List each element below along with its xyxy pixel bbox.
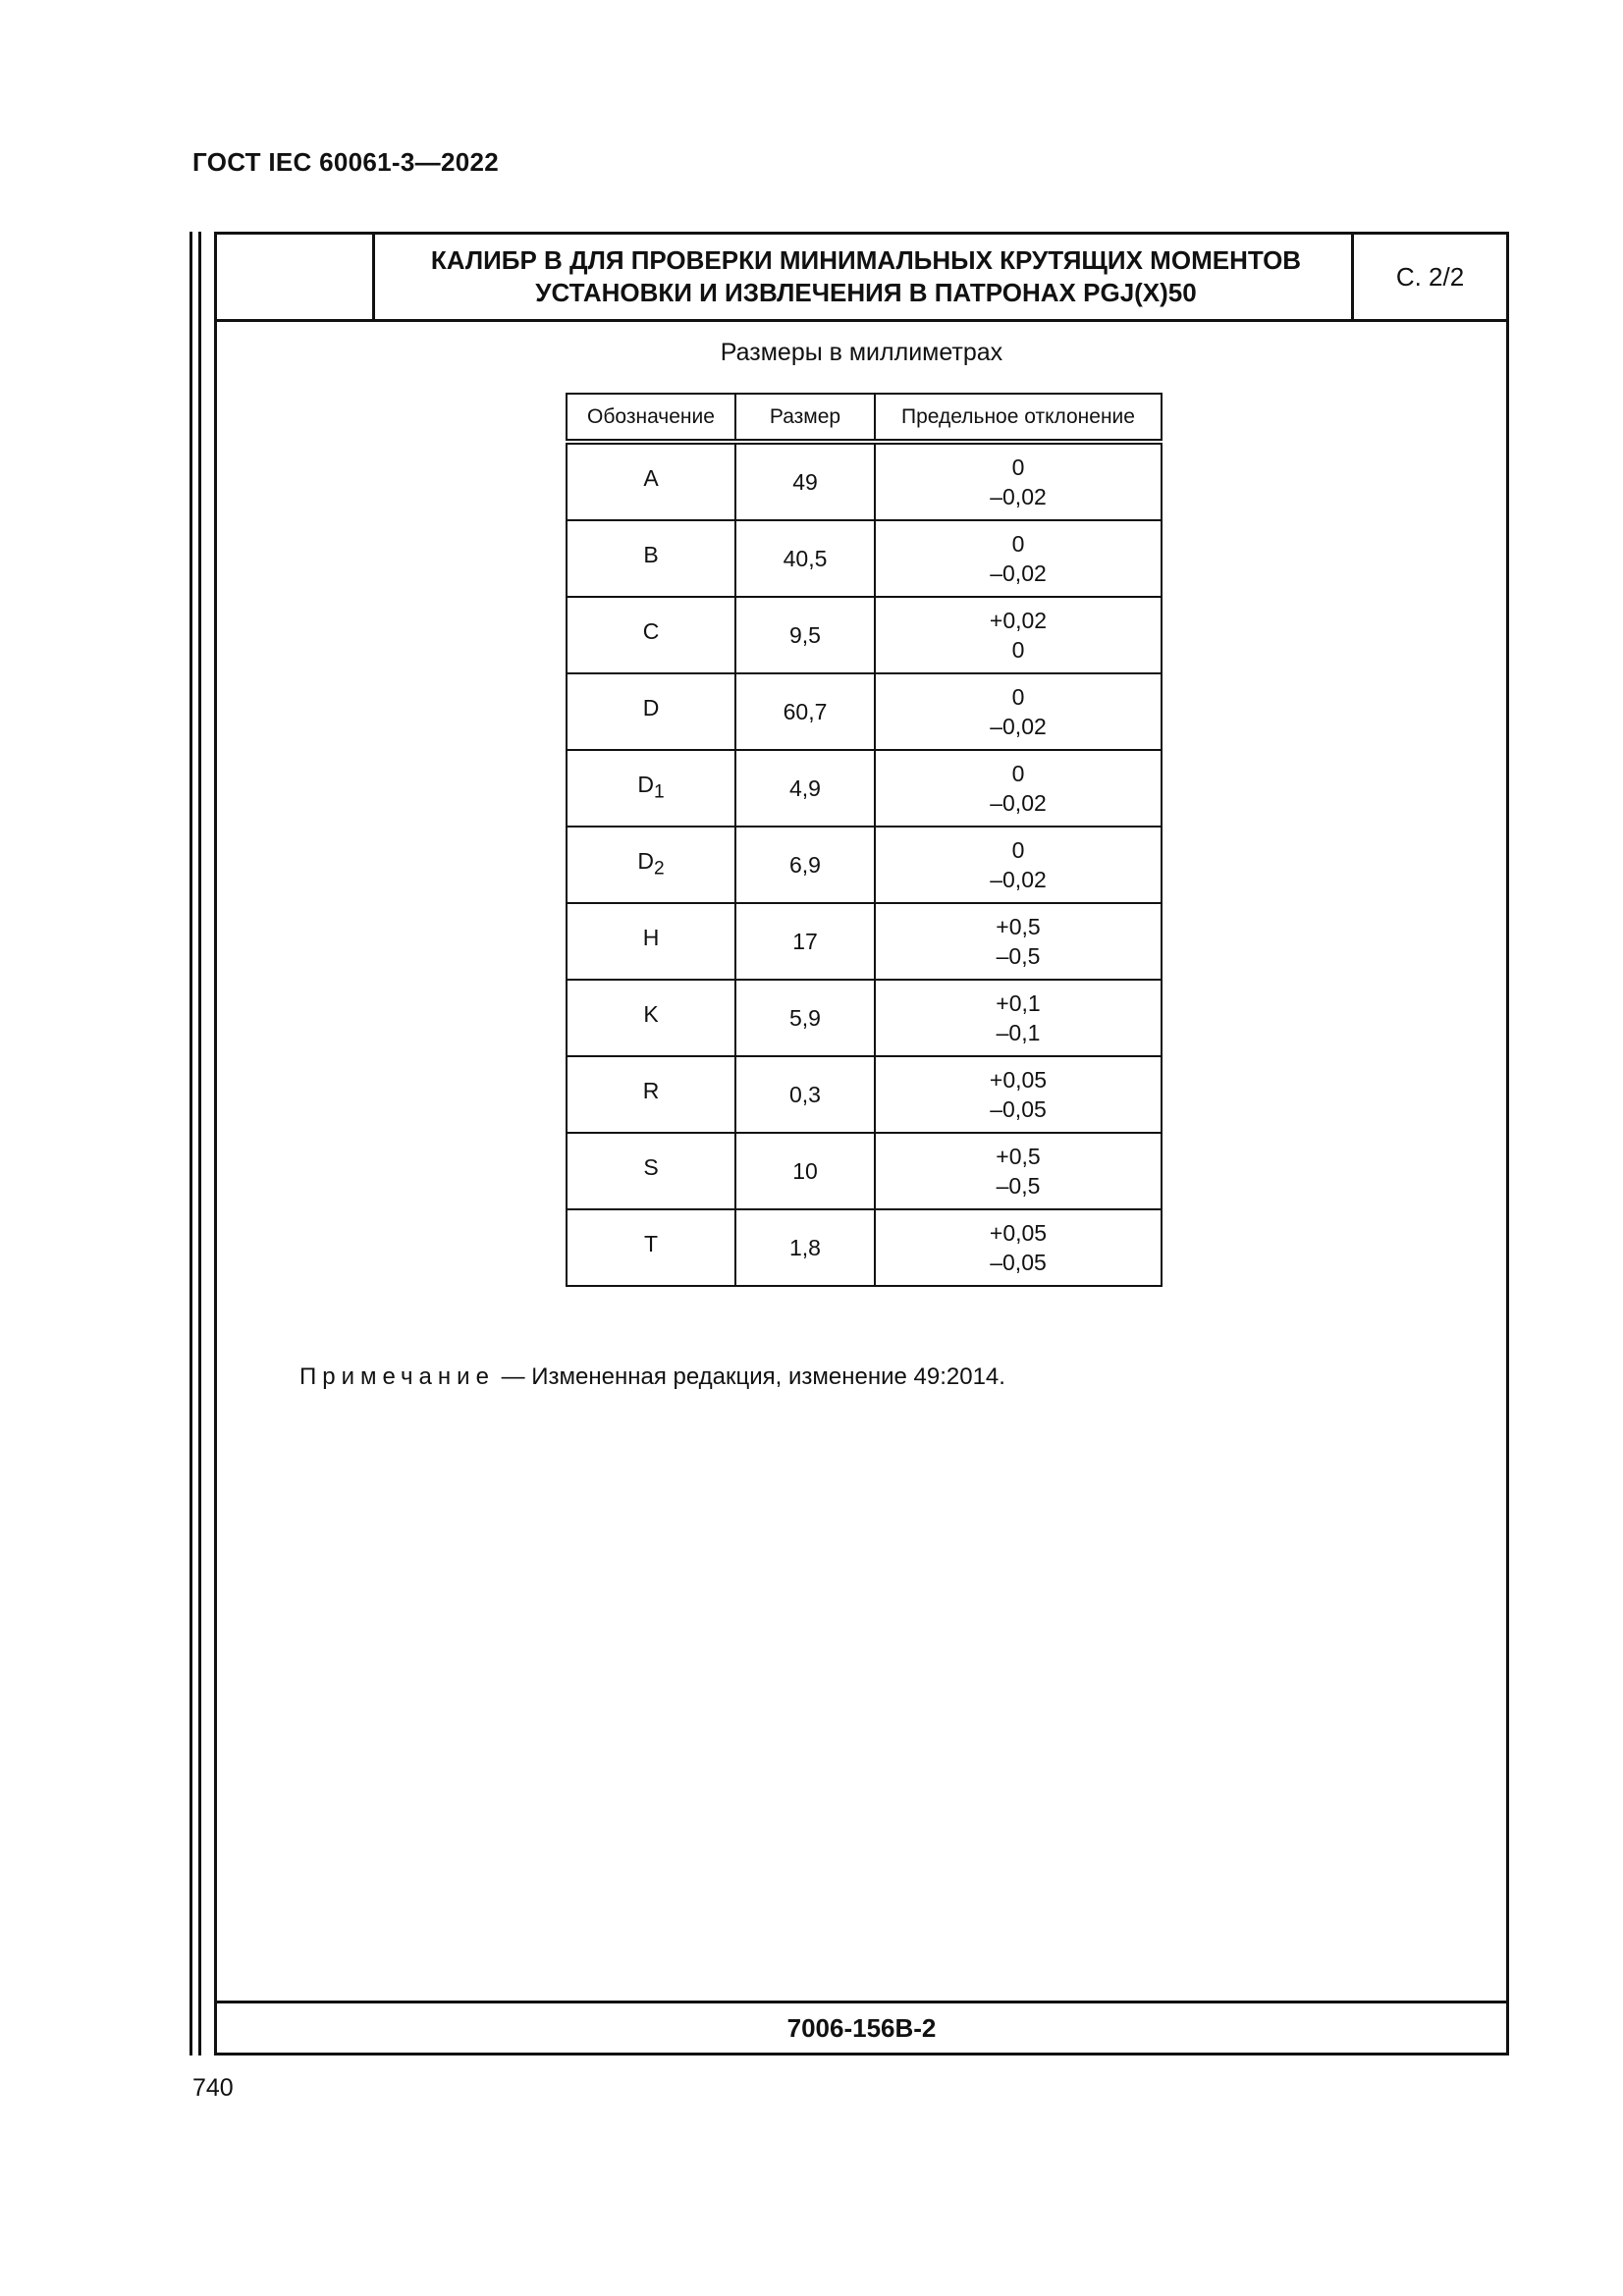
deviation-cell (875, 520, 1162, 597)
size-cell: 1,8 (735, 1209, 875, 1286)
note-text: — Измененная редакция, изменение 49:2014. (494, 1363, 1005, 1390)
deviation-cell (875, 827, 1162, 903)
size-cell: 60,7 (735, 673, 875, 750)
upper-deviation: +0,05 (989, 1067, 1048, 1093)
deviation-cell (875, 1209, 1162, 1286)
table-row (567, 1209, 1162, 1286)
lower-deviation: –0,1 (996, 1020, 1041, 1045)
deviation-cell (875, 597, 1162, 673)
note (299, 1363, 1005, 1391)
upper-deviation: +0,5 (996, 1144, 1041, 1169)
table-row (567, 673, 1162, 750)
deviation-cell (875, 1056, 1162, 1133)
designation-symbol: D (637, 771, 654, 797)
designation-subscript: 2 (653, 858, 665, 880)
size-cell: 17 (735, 903, 875, 980)
table-row (567, 750, 1162, 827)
lower-deviation: –0,02 (990, 484, 1047, 509)
sheet-title (375, 235, 1357, 319)
upper-deviation: 0 (1011, 837, 1025, 863)
size-cell: 4,9 (735, 750, 875, 827)
note-label: Примечание (299, 1363, 495, 1390)
designation-subscript: 1 (653, 781, 665, 803)
page-number: 740 (192, 2074, 234, 2102)
designation-cell (567, 673, 735, 750)
lower-deviation: –0,02 (990, 561, 1047, 586)
table-row (567, 442, 1162, 520)
designation-cell (567, 520, 735, 597)
upper-deviation: 0 (1011, 684, 1025, 710)
designation-symbol: H (642, 924, 660, 950)
designation-cell (567, 903, 735, 980)
table-row (567, 1133, 1162, 1209)
upper-deviation: 0 (1011, 531, 1025, 557)
designation-cell (567, 597, 735, 673)
designation-symbol: B (643, 541, 659, 567)
upper-deviation: 0 (1011, 454, 1025, 480)
lower-deviation: –0,02 (990, 790, 1047, 816)
sheet-number: С. 2/2 (1351, 235, 1506, 319)
margin-rule (198, 232, 201, 2056)
deviation-cell (875, 1133, 1162, 1209)
designation-symbol: S (643, 1153, 659, 1180)
size-cell: 6,9 (735, 827, 875, 903)
column-header: Обозначение (567, 394, 735, 442)
designation-symbol: K (643, 1000, 659, 1027)
designation-symbol: R (642, 1077, 660, 1103)
designation-symbol: D (642, 694, 660, 721)
lower-deviation: –0,5 (996, 1173, 1041, 1199)
size-cell: 5,9 (735, 980, 875, 1056)
lower-deviation: –0,05 (990, 1096, 1047, 1122)
lower-deviation: –0,02 (990, 714, 1047, 739)
document-code: ГОСТ IEC 60061-3—2022 (192, 147, 499, 177)
designation-symbol: D (637, 847, 654, 874)
lower-deviation: –0,5 (996, 943, 1041, 969)
designation-symbol: A (643, 464, 659, 491)
deviation-cell (875, 750, 1162, 827)
header-blank-cell (217, 235, 375, 319)
deviation-cell (875, 673, 1162, 750)
table-row (567, 980, 1162, 1056)
dimensions-table (566, 393, 1163, 1287)
sheet-header (217, 235, 1506, 322)
table-row (567, 903, 1162, 980)
size-cell: 9,5 (735, 597, 875, 673)
designation-cell (567, 827, 735, 903)
title-line-1: КАЛИБР В ДЛЯ ПРОВЕРКИ МИНИМАЛЬНЫХ КРУТЯЩИХ МОМЕНТОВ (430, 245, 1302, 275)
deviation-cell (875, 442, 1162, 520)
designation-cell (567, 442, 735, 520)
upper-deviation: +0,5 (996, 914, 1041, 939)
designation-cell (567, 980, 735, 1056)
sheet-footer-code: 7006-156B-2 (217, 2001, 1506, 2053)
column-header: Размер (735, 394, 875, 442)
upper-deviation: +0,05 (989, 1220, 1048, 1246)
deviation-cell (875, 980, 1162, 1056)
size-cell: 0,3 (735, 1056, 875, 1133)
designation-cell (567, 750, 735, 827)
table-row (567, 827, 1162, 903)
upper-deviation: +0,02 (989, 608, 1048, 633)
table-header-row (567, 394, 1162, 442)
upper-deviation: +0,1 (996, 990, 1041, 1016)
upper-deviation: 0 (1011, 761, 1025, 786)
table-row (567, 520, 1162, 597)
margin-rule (189, 232, 192, 2056)
deviation-cell (875, 903, 1162, 980)
designation-symbol: T (643, 1230, 659, 1256)
title-line-2: УСТАНОВКИ И ИЗВЛЕЧЕНИЯ В ПАТРОНАХ PGJ(X)50 (535, 278, 1197, 307)
column-header: Предельное отклонение (875, 394, 1162, 442)
sheet-frame (214, 232, 1509, 2056)
size-cell: 49 (735, 442, 875, 520)
table-row (567, 597, 1162, 673)
size-cell: 10 (735, 1133, 875, 1209)
size-cell: 40,5 (735, 520, 875, 597)
designation-symbol: C (642, 617, 660, 644)
table-row (567, 1056, 1162, 1133)
units-caption: Размеры в миллиметрах (720, 339, 1003, 366)
lower-deviation: –0,05 (990, 1250, 1047, 1275)
designation-cell (567, 1209, 735, 1286)
table-body (567, 442, 1162, 1286)
lower-deviation: –0,02 (990, 867, 1047, 892)
lower-deviation: 0 (1011, 637, 1025, 663)
designation-cell (567, 1133, 735, 1209)
designation-cell (567, 1056, 735, 1133)
